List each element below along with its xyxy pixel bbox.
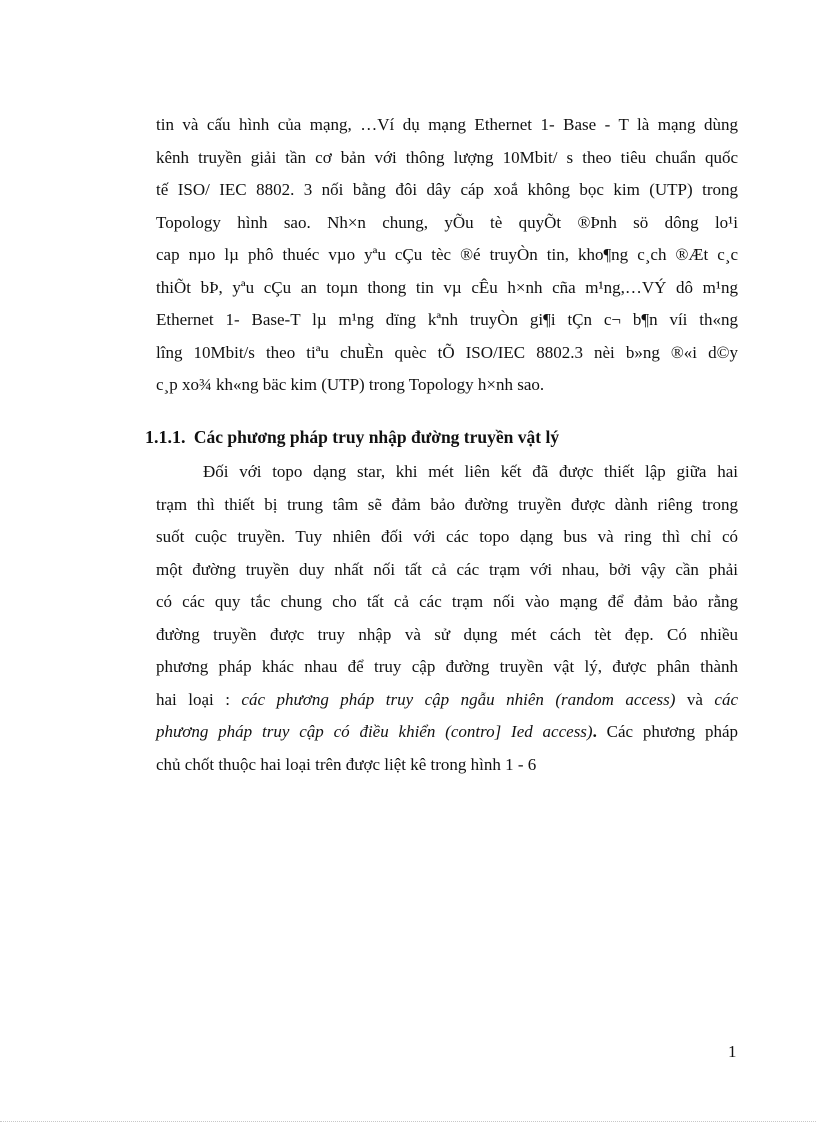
text-line: c¸p xo¾ kh«ng bäc kim (UTP) trong Topology h×nh sao. <box>156 375 545 394</box>
text-line: Đối với topo dạng star, khi mét liên kết đã được thiết lập giữa hai <box>203 462 738 481</box>
text-line: tin và cấu hình của mạng, …Ví dụ mạng Ethernet 1- Base - T là mạng dùng <box>156 115 738 134</box>
italic-text-run: phương pháp truy cập có điều khiển (contro] Ied access) <box>156 722 593 741</box>
section-title: Các phương pháp truy nhập đường truyền vật lý <box>193 427 560 447</box>
text-run: và <box>675 689 715 709</box>
paragraph-1 <box>156 109 738 402</box>
italic-text-run: các <box>714 689 739 709</box>
bold-text-run: . <box>592 722 597 741</box>
text-line <box>156 716 738 749</box>
text-line: thiÕt bÞ, yªu cÇu an toµn thong tin vµ cÊu h×nh cña m¹ng,…VÝ dô m¹ng <box>156 277 738 297</box>
page-number: 1 <box>728 1042 737 1061</box>
text-line: suốt cuộc truyền. Tuy nhiên đối với các topo dạng bus và ring thì chỉ có <box>156 527 738 546</box>
text-line: phương pháp khác nhau để truy cập đường truyền vật lý, được phân thành <box>156 657 738 676</box>
page-bottom-divider <box>0 1121 816 1122</box>
text-run: hai loại : <box>156 689 242 709</box>
text-line: chủ chốt thuộc hai loại trên được liệt kê trong hình 1 - 6 <box>156 754 537 774</box>
text-line: trạm thì thiết bị trung tâm sẽ đảm bảo đường truyền được dành riêng trong <box>156 494 738 514</box>
paragraph-2 <box>156 456 738 781</box>
italic-text-run: các phương pháp truy cập ngẫu nhiên (random access) <box>241 689 676 709</box>
text-line: một đường truyền duy nhất nối tất cả các trạm với nhau, bởi vậy cần phải <box>156 559 738 579</box>
text-line: kênh truyền giải tần cơ bản với thông lượng 10Mbit/ s theo tiêu chuẩn quốc <box>156 147 738 167</box>
text-line <box>156 684 738 717</box>
text-line: cap nµo lµ phô thuéc vµo yªu cÇu tèc ®é truyÒn tin, kho¶ng c¸ch ®Æt c¸c <box>156 245 738 264</box>
text-line: đường truyền được truy nhập và sử dụng mét cách tèt đẹp. Có nhiều <box>156 624 738 644</box>
section-heading <box>145 427 559 448</box>
text-run: Các phương pháp <box>596 722 738 741</box>
section-number: 1.1.1. <box>145 427 186 447</box>
text-line: Topology hình sao. Nh×n chung, yÕu tè quyÕt ®Þnh sö dông lo¹i <box>156 212 738 232</box>
text-line: Ethernet 1- Base-T lµ m¹ng dïng kªnh truyÒn gi¶i tÇn c¬ b¶n víi th«ng <box>156 310 738 329</box>
text-line: tế ISO/ IEC 8802. 3 nối bằng đôi dây cáp xoắ không bọc kim (UTP) trong <box>156 180 738 199</box>
text-line: có các quy tắc chung cho tất cả các trạm nối vào mạng để đảm bảo rằng <box>156 592 738 611</box>
text-line: lîng 10Mbit/s theo tiªu chuÈn quèc tÕ ISO/IEC 8802.3 nèi b»ng ®«i d©y <box>156 342 738 362</box>
